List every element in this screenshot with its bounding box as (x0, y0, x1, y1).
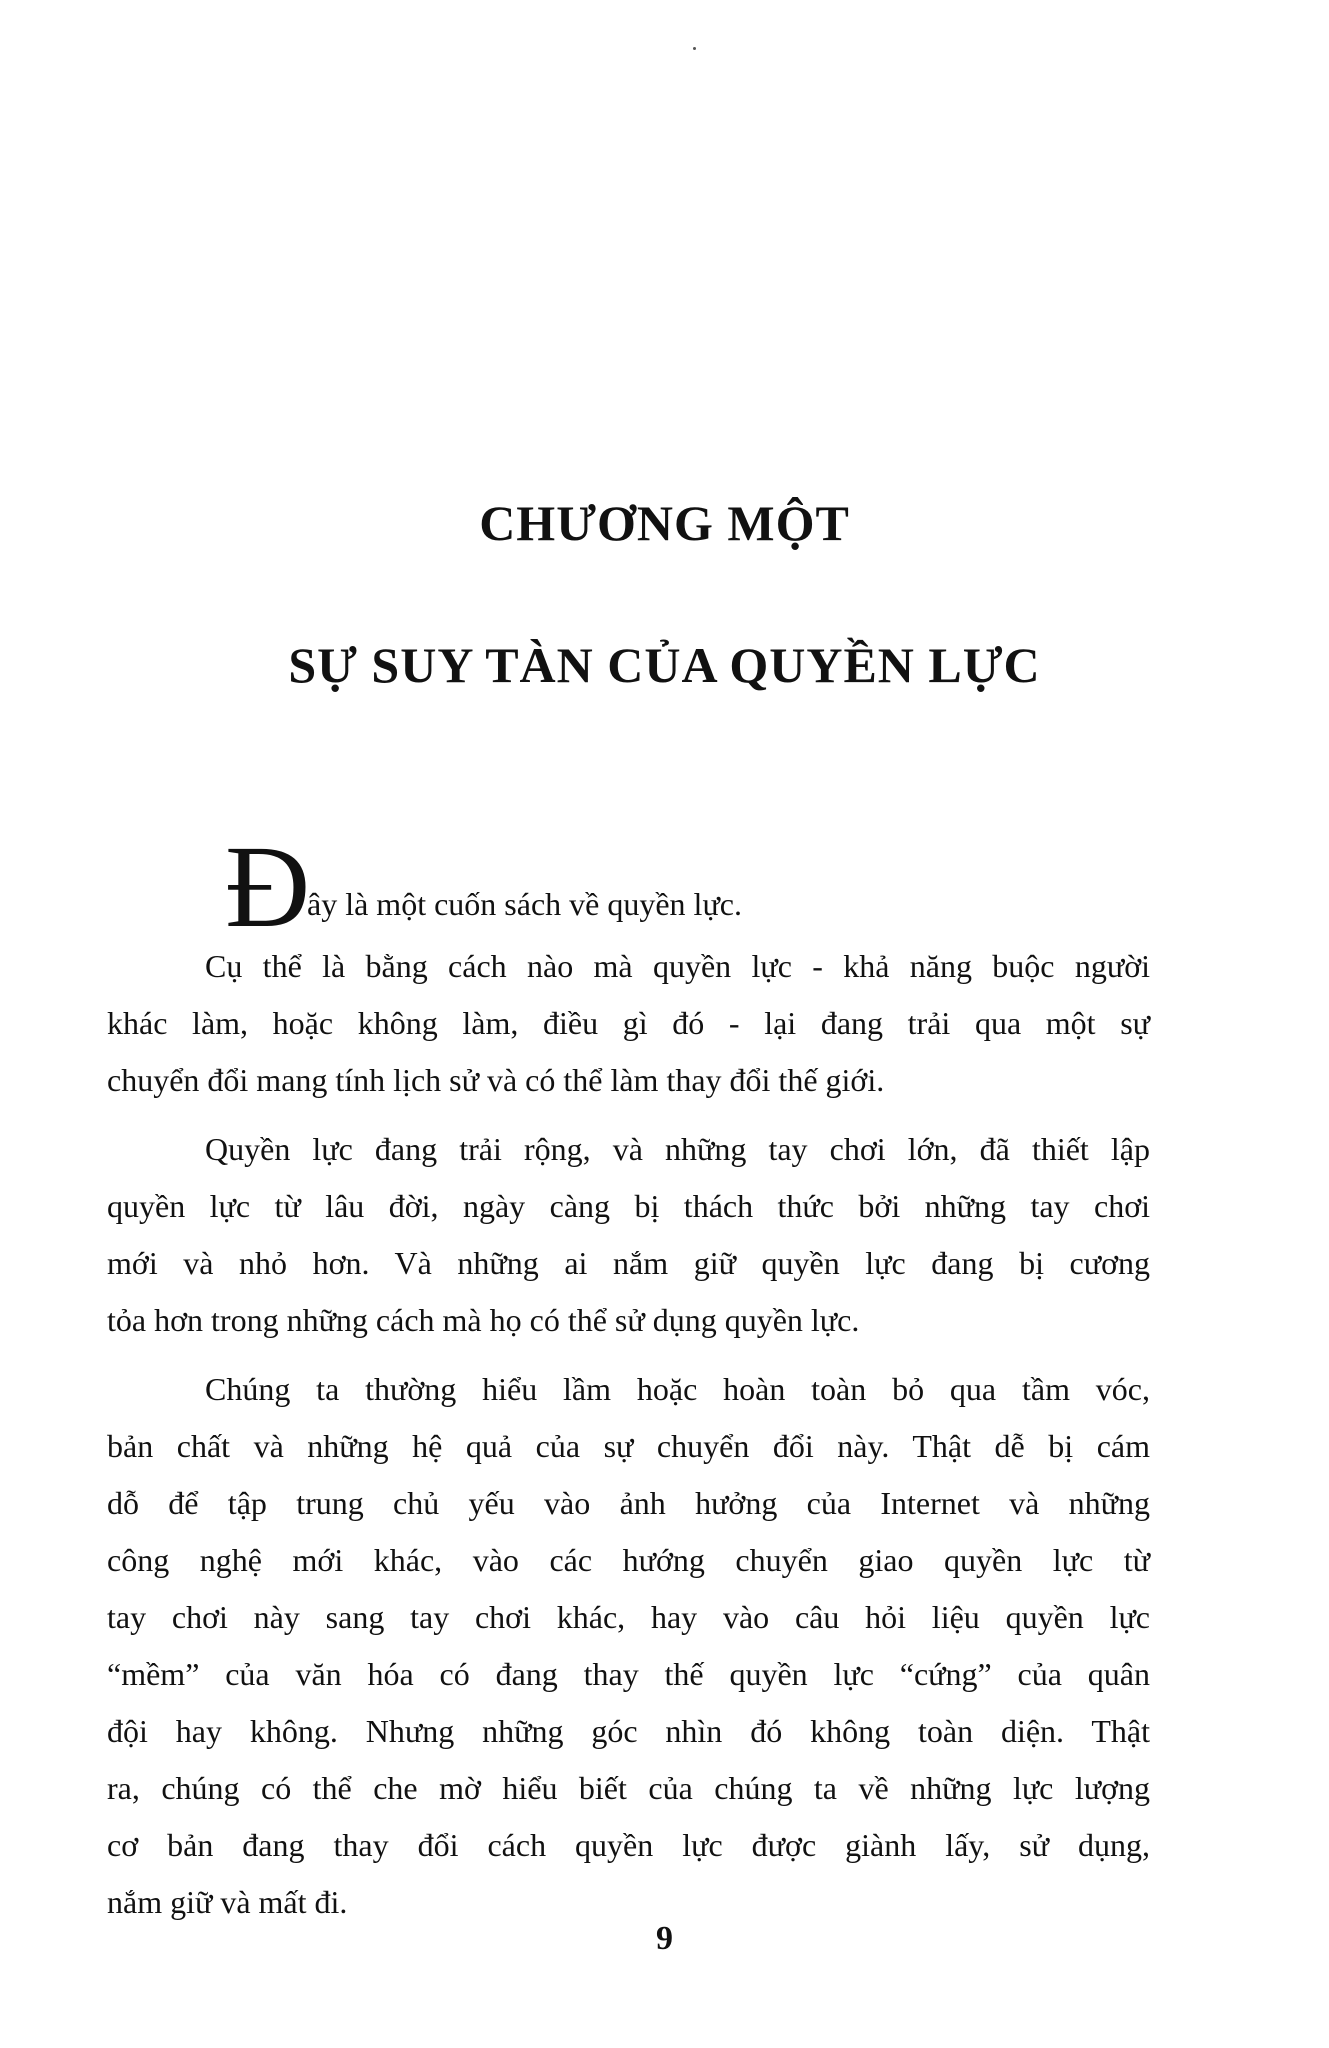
chapter-label: CHƯƠNG MỘT (479, 495, 850, 551)
text-line: tỏa hơn trong những cách mà họ có thể sử dụng quyền lực. (107, 1302, 860, 1338)
chapter-title: SỰ SUY TÀN CỦA QUYỀN LỰC (288, 637, 1041, 693)
paragraph-3 (107, 1361, 1150, 1931)
text-line: chuyển đổi mang tính lịch sử và có thể làm thay đổi thế giới. (107, 1062, 885, 1098)
paragraph-1 (107, 938, 1150, 1109)
text-line: cơ bản đang thay đổi cách quyền lực được giành lấy, sử dụng, (107, 1827, 1150, 1863)
text-line: “mềm” của văn hóa có đang thay thế quyền lực “cứng” của quân (107, 1656, 1150, 1692)
text-line: bản chất và những hệ quả của sự chuyển đổi này. Thật dễ bị cám (107, 1428, 1150, 1464)
text-line: đội hay không. Nhưng những góc nhìn đó không toàn diện. Thật (107, 1713, 1150, 1749)
scan-speck (693, 47, 696, 50)
opening-sentence: ây là một cuốn sách về quyền lực. (307, 886, 742, 922)
text-line: quyền lực từ lâu đời, ngày càng bị thách thức bởi những tay chơi (107, 1188, 1150, 1224)
text-line: khác làm, hoặc không làm, điều gì đó - lại đang trải qua một sự (107, 1005, 1150, 1041)
body-text (107, 821, 1150, 1943)
text-line: Chúng ta thường hiểu lầm hoặc hoàn toàn bỏ qua tầm vóc, (205, 1371, 1150, 1407)
text-line: mới và nhỏ hơn. Và những ai nắm giữ quyền lực đang bị cương (107, 1245, 1150, 1281)
text-line: Quyền lực đang trải rộng, và những tay chơi lớn, đã thiết lập (205, 1131, 1150, 1167)
opening-line (107, 821, 1150, 952)
paragraph-2 (107, 1121, 1150, 1349)
page-number: 9 (656, 1920, 673, 1957)
text-line: dỗ để tập trung chủ yếu vào ảnh hưởng của Internet và những (107, 1485, 1150, 1521)
text-line: ra, chúng có thể che mờ hiểu biết của chúng ta về những lực lượng (107, 1770, 1150, 1806)
text-line: tay chơi này sang tay chơi khác, hay vào câu hỏi liệu quyền lực (107, 1599, 1150, 1635)
text-line: nắm giữ và mất đi. (107, 1884, 348, 1920)
text-line: Cụ thể là bằng cách nào mà quyền lực - khả năng buộc người (205, 948, 1150, 984)
text-line: công nghệ mới khác, vào các hướng chuyển giao quyền lực từ (107, 1542, 1150, 1578)
drop-cap: Đ (225, 821, 311, 952)
